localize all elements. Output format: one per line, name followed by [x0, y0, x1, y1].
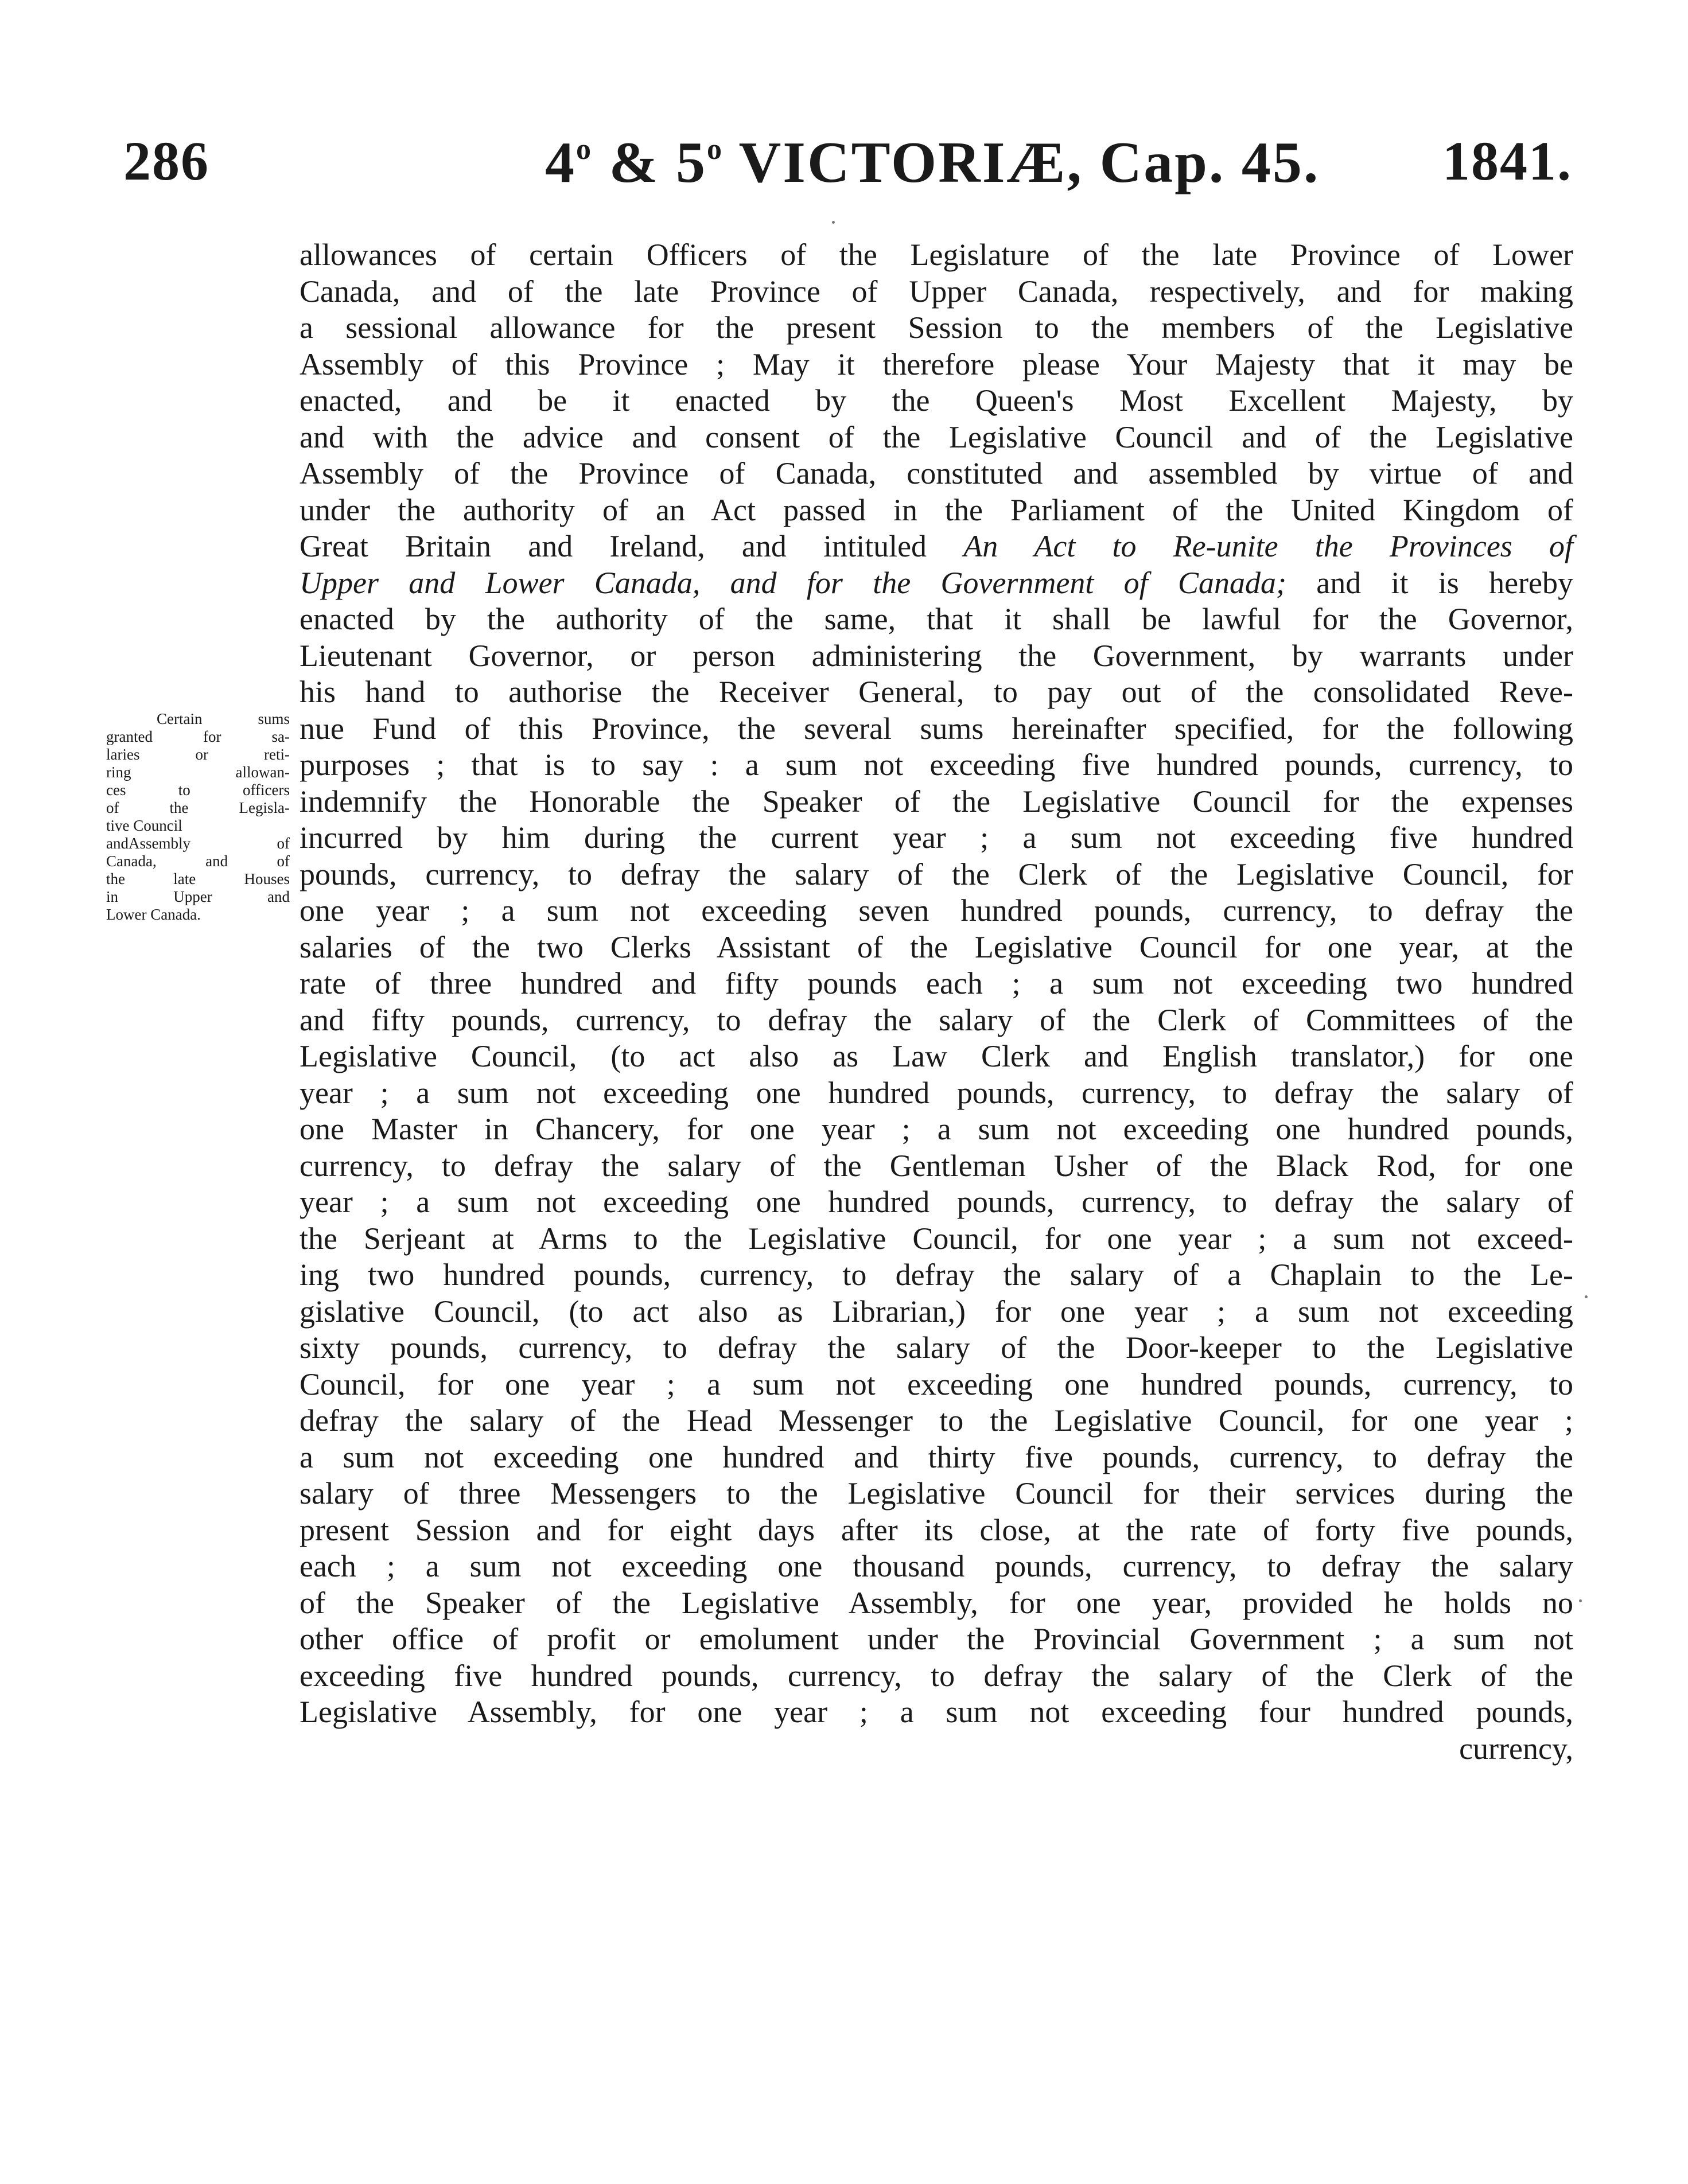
- text-line: of the Speaker of the Legislative Assembly, for one year, provided he holds no: [300, 1585, 1573, 1620]
- text-line: [300, 565, 1573, 602]
- text-line: ing two hundred pounds, currency, to defray the salary of a Chaplain to the Le-: [300, 1258, 1573, 1292]
- text-line: Canada, and of the late Province of Upper Canada, respectively, and for making: [300, 274, 1573, 309]
- text-line: under the authority of an Act passed in the Parliament of the United Kingdom of: [300, 492, 1573, 527]
- running-title: [545, 129, 1320, 196]
- text-line: pounds, currency, to defray the salary of the Clerk of the Legislative Council, for: [300, 857, 1573, 891]
- catchword: currency,: [1459, 1731, 1573, 1766]
- marginal-line: ring allowan-: [106, 764, 290, 781]
- text-line: and with the advice and consent of the Legislative Council and of the Legislative: [300, 419, 1573, 454]
- text-line-roman: and it is hereby: [1286, 565, 1573, 600]
- title-superscript-2: o: [706, 133, 724, 166]
- text-line: currency, to defray the salary of the Gentleman Usher of the Black Rod, for one: [300, 1148, 1573, 1183]
- title-superscript-1: o: [576, 133, 593, 166]
- title-regnal-4: 4: [545, 130, 576, 195]
- text-line: each ; a sum not exceeding one thousand pounds, currency, to defray the salary: [300, 1549, 1573, 1583]
- text-line: one year ; a sum not exceeding seven hundred pounds, currency, to defray the: [300, 893, 1573, 928]
- text-line: allowances of certain Officers of the Legislature of the late Province of Lower: [300, 238, 1573, 272]
- text-line: rate of three hundred and fifty pounds each ; a sum not exceeding two hundred: [300, 966, 1573, 1000]
- text-line: Assembly of the Province of Canada, constituted and assembled by virtue of and: [300, 456, 1573, 490]
- marginal-line: ces to officers: [106, 781, 290, 799]
- text-line: exceeding five hundred pounds, currency, to defray the salary of the Clerk of the: [300, 1658, 1573, 1693]
- text-line: [300, 528, 1573, 565]
- text-line: a sessional allowance for the present Session to the members of the Legislative: [300, 310, 1573, 345]
- text-line: sixty pounds, currency, to defray the salary of the Door-keeper to the Legislative: [300, 1330, 1573, 1365]
- text-line: year ; a sum not exceeding one hundred pounds, currency, to defray the salary of: [300, 1185, 1573, 1219]
- text-line: the Serjeant at Arms to the Legislative Council, for one year ; a sum not exceed-: [300, 1221, 1573, 1256]
- marginal-note: [106, 710, 290, 924]
- print-speck: [832, 221, 835, 224]
- text-line: his hand to authorise the Receiver General, to pay out of the consolidated Reve-: [300, 675, 1573, 709]
- print-speck: [1579, 1599, 1582, 1602]
- marginal-line: andAssembly of: [106, 835, 290, 852]
- text-line: Council, for one year ; a sum not exceeding one hundred pounds, currency, to: [300, 1367, 1573, 1402]
- title-chapter: VICTORIÆ, Cap. 45.: [723, 130, 1320, 195]
- text-line: enacted by the authority of the same, that it shall be lawful for the Governor,: [300, 602, 1573, 636]
- marginal-line: tive Council: [106, 817, 182, 834]
- marginal-line: the late Houses: [106, 870, 290, 887]
- text-line: one Master in Chancery, for one year ; a sum not exceeding one hundred pounds,: [300, 1112, 1573, 1146]
- text-line: Lieutenant Governor, or person administering the Government, by warrants under: [300, 638, 1573, 673]
- text-line: Legislative Council, (to act also as Law Clerk and English translator,) for one: [300, 1039, 1573, 1073]
- text-line: other office of profit or emolument under the Provincial Government ; a sum not: [300, 1622, 1573, 1656]
- text-line: nue Fund of this Province, the several sums hereinafter specified, for the following: [300, 711, 1573, 746]
- page-number: 286: [123, 130, 209, 192]
- marginal-line: of the Legisla-: [106, 799, 290, 816]
- text-line: salary of three Messengers to the Legislative Council for their services during the: [300, 1476, 1573, 1510]
- text-line: salaries of the two Clerks Assistant of the Legislative Council for one year, at the: [300, 929, 1573, 964]
- title-regnal-5: & 5: [593, 130, 707, 195]
- text-line: Legislative Assembly, for one year ; a sum not exceeding four hundred pounds,: [300, 1695, 1573, 1729]
- text-line: indemnify the Honorable the Speaker of the Legislative Council for the expenses: [300, 784, 1573, 819]
- page-year: 1841.: [1442, 130, 1572, 192]
- text-line: year ; a sum not exceeding one hundred pounds, currency, to defray the salary of: [300, 1075, 1573, 1110]
- marginal-line: laries or reti-: [106, 746, 290, 763]
- print-speck: [1585, 1295, 1588, 1298]
- text-line: enacted, and be it enacted by the Queen's Most Excellent Majesty, by: [300, 383, 1573, 418]
- marginal-line: in Upper and: [106, 888, 290, 905]
- marginal-line: Lower Canada.: [106, 906, 201, 923]
- text-line: purposes ; that is to say : a sum not exceeding five hundred pounds, currency, to: [300, 748, 1573, 782]
- act-title-italic: An Act to Re-unite the Provinces of: [963, 529, 1573, 563]
- text-line: defray the salary of the Head Messenger to the Legislative Council, for one year ;: [300, 1403, 1573, 1438]
- text-line: present Session and for eight days after its close, at the rate of forty five pounds,: [300, 1512, 1573, 1547]
- text-line: gislative Council, (to act also as Librarian,) for one year ; a sum not exceeding: [300, 1294, 1573, 1329]
- page-header: [123, 129, 1572, 215]
- text-line: Assembly of this Province ; May it therefore please Your Majesty that it may be: [300, 347, 1573, 381]
- body-text: [300, 237, 1573, 1767]
- marginal-line: Canada, and of: [106, 852, 290, 870]
- text-line-roman: Great Britain and Ireland, and intituled: [300, 529, 964, 563]
- text-line: and fifty pounds, currency, to defray the salary of the Clerk of Committees of the: [300, 1002, 1573, 1037]
- act-title-italic: Upper and Lower Canada, and for the Government of Canada;: [300, 565, 1286, 600]
- marginal-line: Certain sums: [157, 710, 290, 727]
- text-line: a sum not exceeding one hundred and thirty five pounds, currency, to defray the: [300, 1439, 1573, 1474]
- marginal-line: granted for sa-: [106, 728, 290, 745]
- text-line: incurred by him during the current year ; a sum not exceeding five hundred: [300, 820, 1573, 855]
